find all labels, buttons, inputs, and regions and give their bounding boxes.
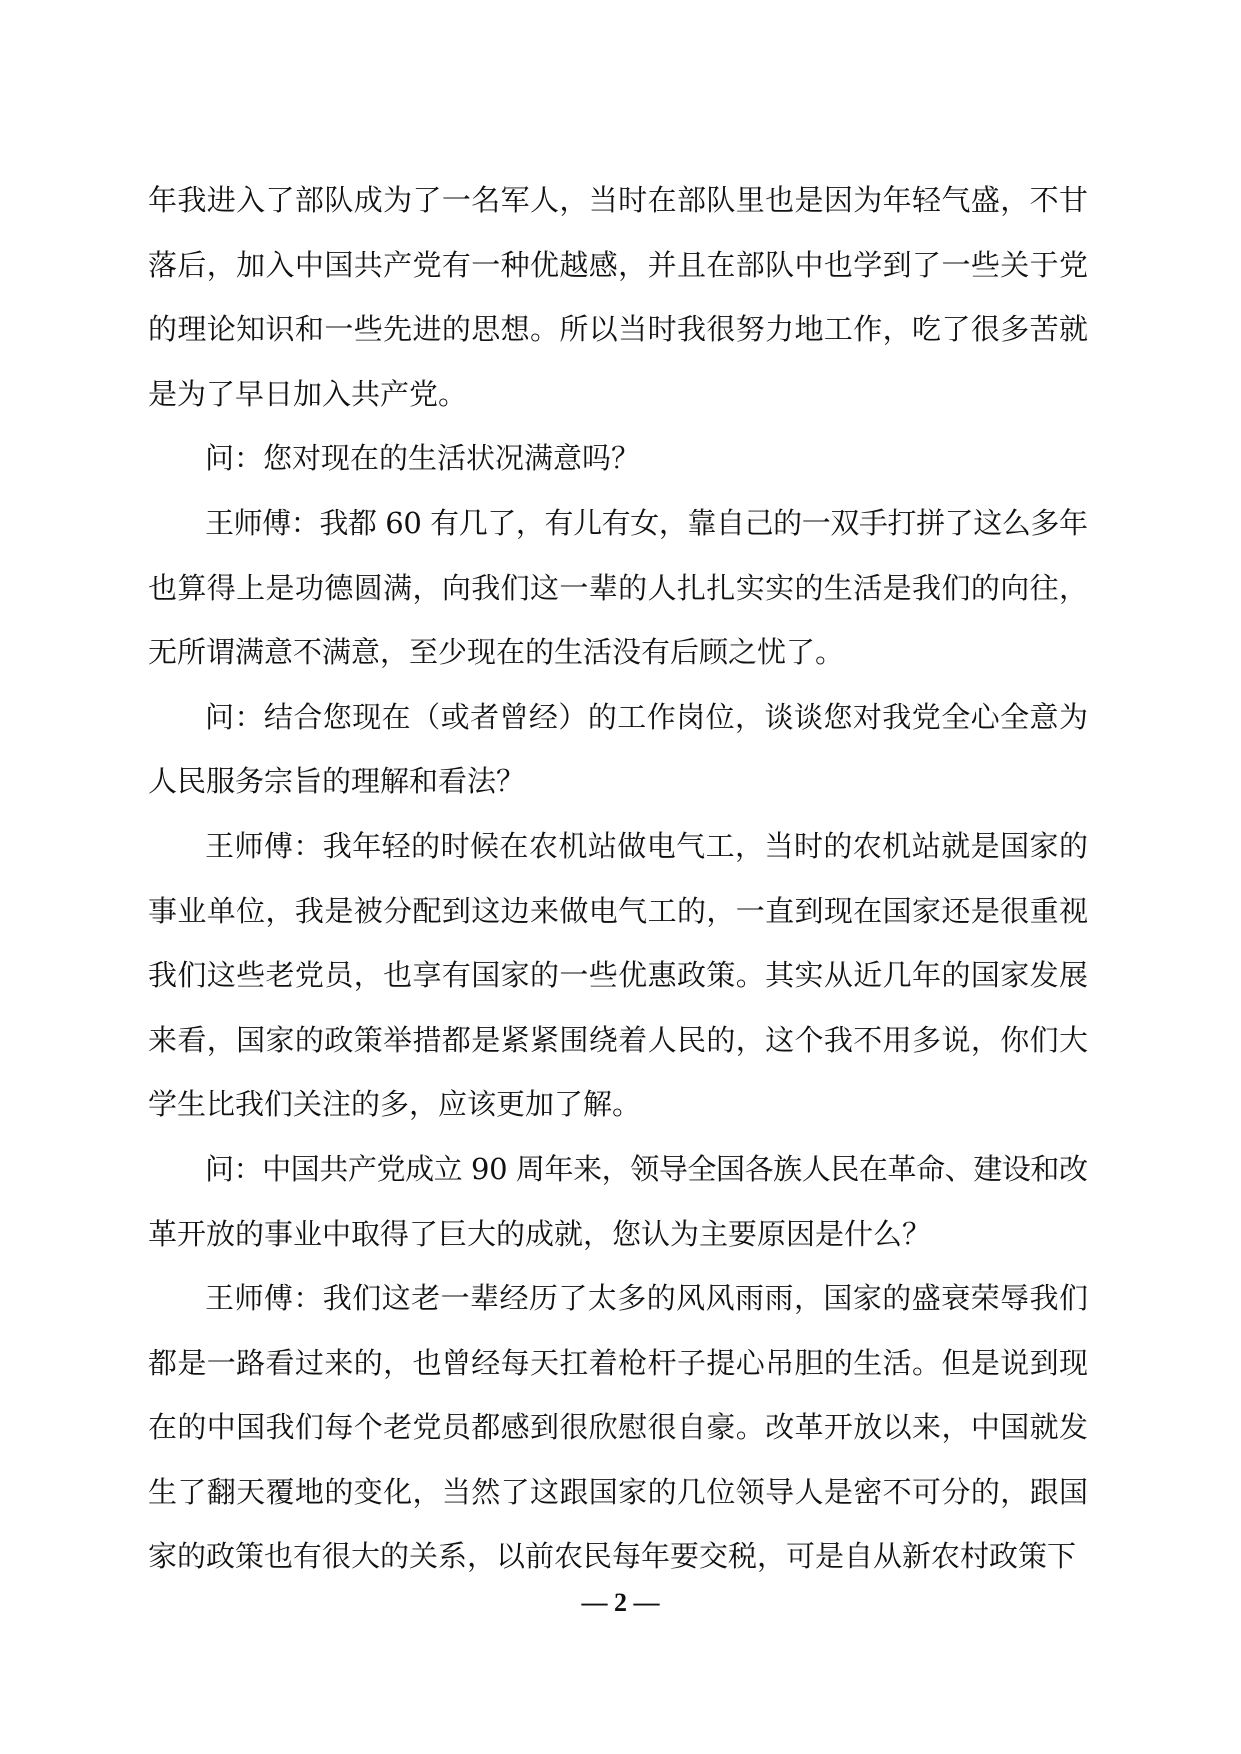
text-line: 年我进入了部队成为了一名军人，当时在部队里也是因为年轻气盛，不甘 — [148, 183, 1089, 217]
text-line: 也算得上是功德圆满，向我们这一辈的人扎扎实实的生活是我们的向往， — [148, 570, 1089, 605]
text-line: 王师傅：我都 60 有几了，有儿有女，靠自己的一双手打拼了这么多年 — [205, 505, 1088, 540]
text-line: 王师傅：我们这老一辈经历了太多的风风雨雨，国家的盛衰荣辱我们 — [205, 1281, 1089, 1316]
text-line: 革开放的事业中取得了巨大的成就，您认为主要原因是什么？ — [148, 1216, 932, 1251]
text-line: 的理论知识和一些先进的思想。所以当时我很努力地工作，吃了很多苦就 — [148, 312, 1089, 347]
text-line: 问：结合您现在（或者曾经）的工作岗位，谈谈您对我党全心全意为 — [205, 699, 1089, 734]
text-line: 我们这些老党员，也享有国家的一些优惠政策。其实从近几年的国家发展 — [148, 958, 1089, 993]
text-line: 都是一路看过来的，也曾经每天扛着枪杆子提心吊胆的生活。但是说到现 — [148, 1345, 1089, 1380]
body-text — [148, 168, 1088, 1589]
text-line: 来看，国家的政策举措都是紧紧围绕着人民的，这个我不用多说，你们大 — [148, 1022, 1089, 1057]
text-line: 学生比我们关注的多，应该更加了解。 — [148, 1087, 642, 1122]
text-line: 在的中国我们每个老党员都感到很欣慰很自豪。改革开放以来，中国就发 — [148, 1410, 1089, 1445]
text-line: 问：中国共产党成立 90 周年来，领导全国各族人民在革命、建设和改 — [205, 1151, 1088, 1186]
text-line: 问：您对现在的生活状况满意吗？ — [205, 441, 641, 476]
text-line: 王师傅：我年轻的时候在农机站做电气工，当时的农机站就是国家的 — [205, 828, 1089, 863]
text-line: 是为了早日加入共产党。 — [148, 376, 468, 411]
text-line: 落后，加入中国共产党有一种优越感，并且在部队中也学到了一些关于党 — [148, 247, 1089, 282]
text-line: 家的政策也有很大的关系，以前农民每年要交税，可是自从新农村政策下 — [148, 1539, 1077, 1574]
text-line: 事业单位，我是被分配到这边来做电气工的，一直到现在国家还是很重视 — [148, 893, 1089, 928]
text-line: 无所谓满意不满意，至少现在的生活没有后顾之忧了。 — [148, 635, 845, 670]
page-number: — 2 — — [581, 1588, 660, 1617]
text-line: 生了翻天覆地的变化，当然了这跟国家的几位领导人是密不可分的，跟国 — [148, 1474, 1089, 1509]
text-line: 人民服务宗旨的理解和看法？ — [148, 764, 526, 799]
